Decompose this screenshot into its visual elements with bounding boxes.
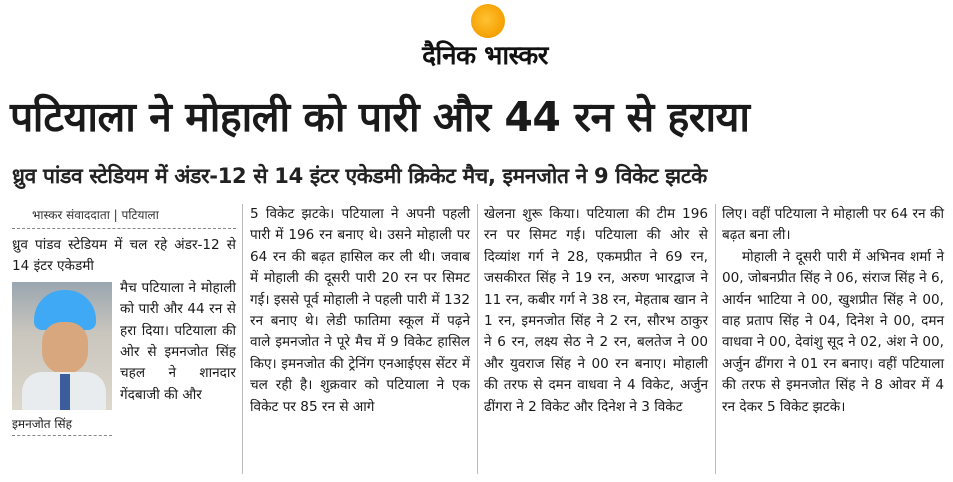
byline: भास्कर संवाददाता | पटियाला: [12, 204, 236, 229]
player-photo: [12, 282, 112, 410]
masthead: [0, 0, 953, 78]
lead-paragraph: ध्रुव पांडव स्टेडियम में चल रहे अंडर-12 से 14 इंटर एकेडमी: [12, 237, 236, 275]
column-2-text: 5 विकेट झटके। पटियाला ने अपनी पहली पारी में 196 रन बनाए थे। उसने मोहाली पर 64 रन की बढ़त हासिल कर ली थी। जवाब में मोहाली की दूसरी पारी 20 रन पर सिमट गई। इससे पूर्व मोहाली ने पहली पारी में 132 रन बनाए थे। लेडी फातिमा स्कूल में पढ़ने वाले इमनजोत ने पूरे मैच में 9 विकेट हासिल किए। इमनजोत की ट्रेनिंग एनआईएस सेंटर में चल रही है। शुक्रवार को पटियाला ने एक विकेट पर 85 रन से आगे: [250, 206, 470, 415]
column-3-text: खेलना शुरू किया। पटियाला की टीम 196 रन पर सिमट गई। पटियाला की ओर से दिव्यांश गर्ग ने 28, एकमप्रीत ने 69 रन, जसकीरत सिंह ने 19 रन, अरुण भारद्वाज ने 11 रन, कबीर गर्ग ने 38 रन, मेहताब खान ने 1 रन, इमनजोत सिंह ने 2 रन, सौरभ ठाकुर ने 6 रन, लक्ष्य सेठ ने 2 रन, बलतेज ने 00 और युवराज सिंह ने 00 रन बनाए। मोहाली की तरफ से दमन वाधवा ने 4 विकेट, अर्जुन ढींगरा ने 2 विकेट और दिनेश ने 3 विकेट: [484, 206, 708, 415]
player-photo-block: [12, 282, 112, 436]
column-divider: [477, 204, 478, 474]
column-4-paragraph-1: लिए। वहीं पटियाला ने मोहाली पर 64 रन की बढ़त बना ली।: [722, 206, 944, 244]
article-column-2: [250, 204, 470, 418]
article-column-1: [12, 204, 236, 436]
column-divider: [242, 204, 243, 474]
article-column-4: [722, 204, 944, 418]
article-column-3: [484, 204, 708, 418]
column-1-text: मैच पटियाला ने मोहाली को पारी और 44 रन से हरा दिया। पटियाला की ओर से इमनजोत सिंह चहल ने शानदार गेंदबाजी की और: [120, 279, 236, 403]
tie-shape: [60, 374, 70, 410]
subheadline: ध्रुव पांडव स्टेडियम में अंडर-12 से 14 इंटर एकेडमी क्रिकेट मैच, इमनजोत ने 9 विकेट झटके: [12, 164, 707, 188]
newspaper-brand: दैनिक भास्कर: [422, 41, 548, 71]
column-4-paragraph-2: मोहाली ने दूसरी पारी में अभिनव शर्मा ने 00, जोबनप्रीत सिंह ने 06, संराज सिंह ने 6, आर्यन भाटिया ने 00, खुशप्रीत सिंह ने 00, वाह प्रताप सिंह ने 04, दिनेश ने 00, दमन वाधवा ने 00, देवांशु सूद ने 02, अंश ने 00, अर्जुन ढींगरा ने 01 रन बनाए। वहीं पटियाला की तरफ से इमनजोत सिंह ने 8 ओवर में 4 रन देकर 5 विकेट झटके।: [722, 248, 944, 415]
column-divider: [715, 204, 716, 474]
sun-logo-icon: [471, 4, 505, 38]
face-shape: [42, 322, 88, 374]
photo-caption: इमनजोत सिंह: [12, 410, 112, 436]
headline: पटियाला ने मोहाली को पारी और 44 रन से हराया: [10, 93, 750, 141]
